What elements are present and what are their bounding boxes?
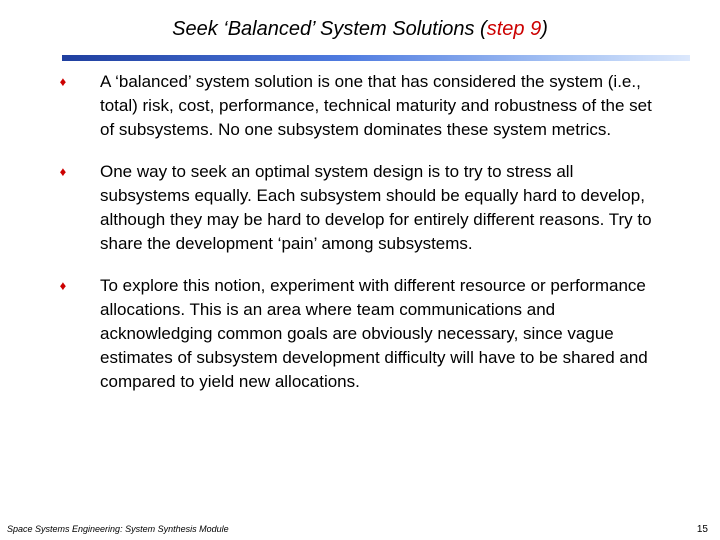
bullet-text: One way to seek an optimal system design is to try to stress all subsystems equally. Each subsystem should be equally hard to develop, although they may be hard to develop for entirely different reasons. Try to share the development ‘pain’ among subsystems. [100, 162, 652, 253]
bullet-list [60, 70, 660, 412]
title-suffix: ) [541, 18, 548, 40]
title-step: step 9 [486, 18, 542, 40]
bullet-item [60, 70, 660, 142]
bullet-item [60, 274, 660, 394]
title-prefix: Seek ‘Balanced’ System Solutions ( [172, 18, 487, 40]
diamond-bullet-icon: ♦ [59, 74, 67, 89]
bullet-text: A ‘balanced’ system solution is one that has considered the system (i.e., total) risk, cost, performance, technical maturity and robustness of the set of subsystems. No one subsystem dominates these system metrics. [100, 72, 652, 139]
bullet-item [60, 160, 660, 256]
slide-title [0, 18, 720, 41]
diamond-bullet-icon: ♦ [59, 164, 67, 179]
page-number: 15 [696, 524, 708, 535]
footer-text: Space Systems Engineering: System Synthesis Module [7, 524, 229, 534]
title-divider [62, 55, 690, 61]
diamond-bullet-icon: ♦ [59, 278, 67, 293]
bullet-text: To explore this notion, experiment with different resource or performance allocations. This is an area where team communications and acknowledging common goals are obviously necessary, since vague estimates of subsystem development difficulty will have to be shared and compared to yield new allocations. [100, 276, 648, 391]
